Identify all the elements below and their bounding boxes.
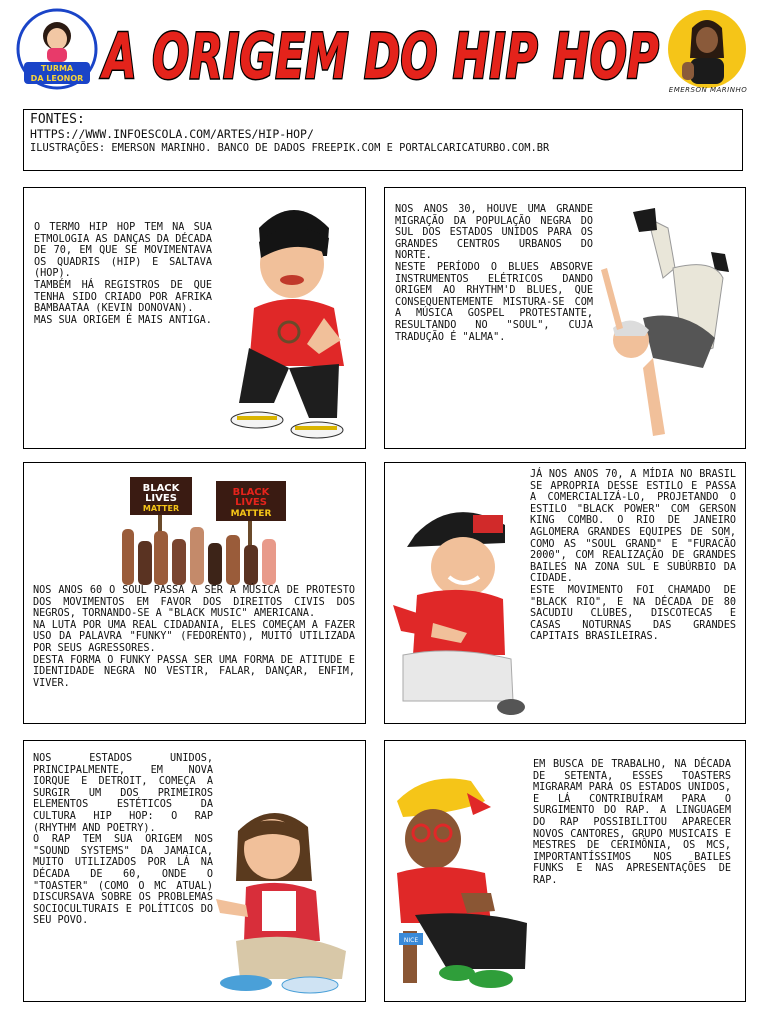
panel-soul-protest [23, 462, 366, 724]
paragraph: EM BUSCA DE TRABALHO, NA DÉCADA DE SETENTA, ESSES TOASTERS MIGRARAM PARA OS ESTADOS UNIDOS, E LÁ CONTRIBUÍRAM PARA O SURGIMENTO DO RAP. A LINGUAGEM DO RAP POSSIBILITOU APARECER NOVOS CANTORES, GRUPO MUSICAIS E MESTRES DE CERIMÔNIA, OS MCS, IMPORTANTÍSSIMOS NOS BAILES FUNKS E NAS APRESENTAÇÕES DE RAP. [533, 759, 731, 886]
panel-toasters [384, 740, 746, 1002]
paragraph: TAMBÉM HÁ REGISTROS DE QUE TENHA SIDO CRIADO POR AFRIKA BAMBAATAA (KEVIN DONOVAN). [34, 279, 212, 315]
protest-sign-1-line1: BLACK [142, 483, 180, 494]
panel-soul-protest-text [33, 585, 355, 689]
paragraph: DESTA FORMA O FUNKY PASSA SER UMA FORMA DE ATITUDE E IDENTIDADE NEGRA NO VESTIR, FALAR, DANÇAR, ENFIM, VIVER. [33, 654, 355, 689]
protest-sign-1-line2: LIVES [145, 493, 177, 504]
protest-illustration [120, 469, 292, 587]
paragraph: NOS ESTADOS UNIDOS, PRINCIPALMENTE, EM NOVA IORQUE E DETROIT, COMEÇA A SURGIR UM DOS PRIMEIROS ELEMENTOS ESTÉTICOS DA CULTURA HIP HOP: O RAP (RHYTHM AND POETRY). [33, 753, 213, 834]
paragraph: MAS SUA ORIGEM É MAIS ANTIGA. [34, 314, 212, 326]
panel-migration-text [395, 204, 593, 343]
paragraph: NESTE PERÍODO O BLUES ABSORVE INSTRUMENTOS ELÉTRICOS DANDO ORIGEM AO RHYTHM'D BLUES, QUE CONSEQUENTEMENTE MISTURA-SE COM A MÚSICA GOSPEL PROTESTANTE, RESULTANDO NO "SOUL", CUJA TRADUÇÃO É "ALMA". [395, 261, 593, 343]
panel-black-rio [384, 462, 746, 724]
paragraph: NA LUTA POR UMA REAL CIDADANIA, ELES COMEÇAM A FAZER USO DA PALAVRA "FUNKY" (FEDORENTO), MUITO UTILIZADA POR SEUS AGRESSORES. [33, 619, 355, 654]
panel-toasters-text [533, 759, 731, 887]
panel-rap-origin [23, 740, 366, 1002]
panel-etymology-text [34, 222, 212, 326]
page-title-text: A ORIGEM DO HIP HOP [99, 20, 659, 93]
panel-black-rio-text [530, 469, 736, 643]
wristband-text: NICE [403, 937, 419, 944]
sources-url[interactable]: HTTPS://WWW.INFOESCOLA.COM/ARTES/HIP-HOP/ [30, 127, 314, 141]
logo-text-line2: DA LEONOR [30, 74, 84, 83]
panel-etymology [23, 187, 366, 449]
breakdancer-illustration [593, 208, 743, 444]
protest-sign-2-line2: LIVES [235, 497, 267, 508]
turma-da-leonor-logo [14, 8, 100, 90]
page-title [98, 4, 664, 100]
author-credit: EMERSON MARINHO [668, 86, 748, 94]
paragraph: O RAP TEM SUA ORIGEM NOS "SOUND SYSTEMS" DA JAMAICA, MUITO UTILIZADOS POR LÁ NA DÉCADA DE 60, ONDE O "TOASTER" (COMO O MC ATUAL) DISCURSAVA SOBRE OS PROBLEMAS SOCIOCULTURAIS E POLÍTICOS DO SEU POVO. [33, 834, 213, 927]
protest-sign-1-line3: MATTER [142, 504, 180, 513]
sources-box [23, 109, 743, 171]
panel-migration [384, 187, 746, 449]
rapper-boy-illustration [387, 773, 535, 999]
paragraph: JÁ NOS ANOS 70, A MÍDIA NO BRASIL SE APROPRIA DESSE ESTILO E PASSA A COMERCIALIZÁ-LO, PROJETANDO O ESTILO "BLACK POWER" COM GERSON KING COMBO. O RIO DE JANEIRO AGLOMERA GRANDES EQUIPES DE SOM, COMO AS "SOUL GRAND" E "FURACÃO 2000", COM REALIZAÇÃO DE GRANDES BAILES NA ZONA SUL E SUBÚRBIO DA CIDADE. [530, 469, 736, 585]
protest-sign-2-line3: MATTER [230, 509, 272, 519]
rapper-woman-illustration [229, 198, 359, 446]
sources-heading: FONTES: [30, 112, 85, 127]
page-header [0, 0, 768, 100]
paragraph: NOS ANOS 60 O SOUL PASSA A SER A MÚSICA DE PROTESTO DOS MOVIMENTOS EM FAVOR DOS DIREITOS CIVIS DOS NEGROS, TORNANDO-SE A "BLACK MUSIC" AMERICANA. [33, 585, 355, 620]
paragraph: O TERMO HIP HOP TEM NA SUA ETMOLOGIA AS DANÇAS DA DÉCADA DE 70, EM QUE SE MOVIMENTAVA OS QUADRIS (HIP) E SALTAVA (HOP). [34, 222, 212, 280]
paragraph: ESTE MOVIMENTO FOI CHAMADO DE "BLACK RIO", E NA DÉCADA DE 80 SACUDIU CLUBES, DISCOTECAS E CASAS NOTURNAS DAS GRANDES CAPITAIS BRASILEIRAS. [530, 584, 736, 643]
rapper-cap-illustration [393, 495, 529, 721]
rapper-girl-illustration [216, 801, 361, 997]
panel-rap-origin-text [33, 753, 213, 927]
paragraph: NOS ANOS 30, HOUVE UMA GRANDE MIGRAÇÃO DA POPULAÇÃO NEGRA DO SUL DOS ESTADOS UNIDOS PARA OS GRANDES CENTROS URBANOS DO NORTE. [395, 204, 593, 262]
author-avatar [664, 8, 750, 90]
protest-sign-2-line1: BLACK [232, 487, 270, 498]
logo-text-line1: TURMA [40, 64, 74, 73]
sources-illustrations: ILUSTRAÇÕES: EMERSON MARINHO. BANCO DE DADOS FREEPIK.COM E PORTALCARICATURBO.COM.BR [30, 142, 550, 154]
